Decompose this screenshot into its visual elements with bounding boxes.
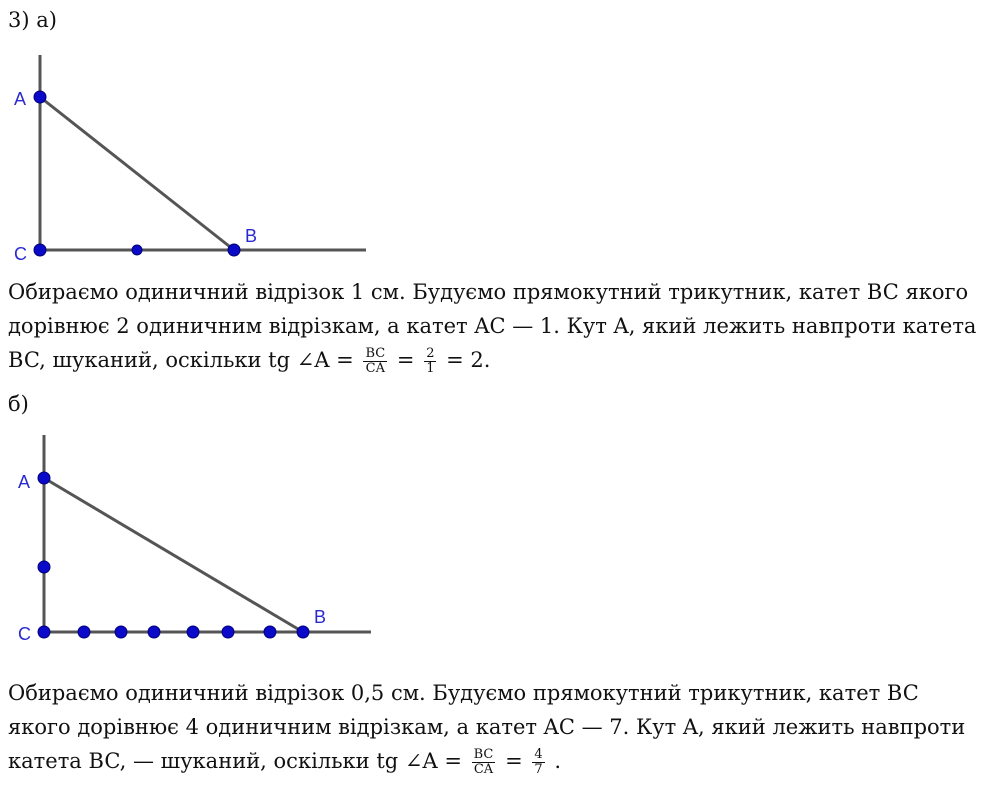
equals-sign: = [396,348,415,372]
figure-a [0,45,380,265]
point-a [38,472,50,484]
part-a-line-3-text: BC, шуканий, оскільки tg ∠A = [8,348,354,372]
fraction-bc-ca [363,347,387,376]
unit-point [148,626,160,638]
part-b-text [8,676,965,778]
part-b-line-1: Обираємо одиничний відрізок 0,5 см. Будуємо прямокутний трикутник, катет BC [8,681,919,705]
fraction-denominator: CA [365,361,385,376]
point-b [228,244,240,256]
figure-b [0,425,380,650]
result-text: . [554,749,562,773]
hypotenuse-line [44,478,303,632]
unit-point [264,626,276,638]
label-a: A [14,89,27,109]
part-a-line-1: Обираємо одиничний відрізок 1 см. Будуємо прямокутний трикутник, катет BC якого [8,280,969,304]
point-a [34,91,46,103]
part-a-line-2: дорівнює 2 одиничним відрізкам, а катет AC — 1. Кут A, який лежить навпроти катета [8,314,977,338]
result-text: = 2. [446,348,491,372]
part-b-line-2: якого дорівнює 4 одиничним відрізкам, а катет AC — 7. Кут A, який лежить навпроти [8,715,966,739]
point-c [38,626,50,638]
fraction-denominator: 7 [534,762,543,777]
unit-point [115,626,127,638]
fraction-denominator: CA [473,762,494,777]
label-b: B [245,226,258,246]
part-a-heading: 3) а) [8,8,57,32]
fraction-denominator: 1 [426,361,435,376]
part-b-line-3 [8,744,965,778]
fraction-4-7 [532,748,544,777]
unit-point-vertical [38,561,50,573]
unit-point [222,626,234,638]
unit-point [132,245,142,255]
fraction-numerator: 4 [534,747,543,762]
part-b-heading: б) [8,392,29,416]
point-c [34,244,46,256]
part-a-line-3 [8,343,976,377]
label-c: C [14,244,27,264]
fraction-numerator: BC [473,747,494,762]
fraction-bc-ca [472,748,496,777]
fraction-numerator: BC [365,346,386,361]
label-b: B [314,607,327,627]
unit-point [78,626,90,638]
fraction-numerator: 2 [426,346,435,361]
equals-sign: = [505,749,523,773]
label-c: C [18,624,31,644]
fraction-2-1 [424,347,436,376]
unit-point [187,626,199,638]
part-a-text [8,275,976,377]
label-a: A [18,472,31,492]
hypotenuse-line [40,97,234,250]
part-b-line-3-text: катета BC, — шуканий, оскільки tg ∠A = [8,749,462,773]
point-b [297,626,309,638]
